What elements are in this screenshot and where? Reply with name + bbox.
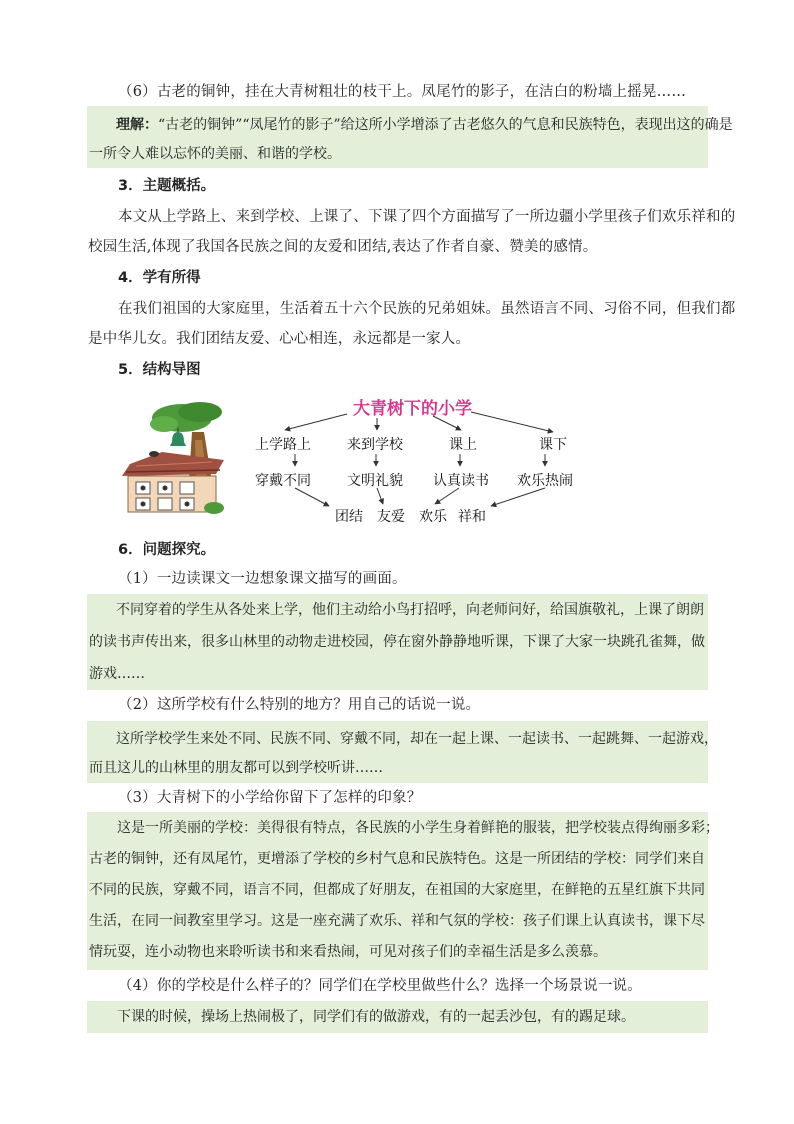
mind-map-title: 大青树下的小学: [353, 399, 472, 419]
section4-line1: 在我们祖国的大家庭里，生活着五十六个民族的兄弟姐妹。虽然语言不同、习俗不同，但我们都: [118, 301, 736, 317]
answer-3-line4: 生活，在同一间教室里学习。这是一座充满了欢乐、祥和气氛的学校：孩子们课上认真读书，课下尽: [89, 913, 705, 929]
branch-3: 课上: [449, 437, 477, 453]
question-2: （2）这所学校有什么特别的地方？用自己的话说一说。: [118, 697, 481, 713]
answer-2-line1: 这所学校学生来处不同、民族不同、穿戴不同，却在一起上课、一起读书、一起跳舞、一起游戏，: [116, 731, 718, 747]
answer-3-box: [87, 812, 719, 970]
answer-3-line2: 古老的铜钟，还有凤尾竹，更增添了学校的乡村气息和民族特色。这是一所团结的学校：同学们来自: [89, 851, 705, 867]
detail-3: 认真读书: [433, 473, 489, 489]
answer-2-line2: 而且这儿的山林里的朋友都可以到学校听讲……: [89, 760, 383, 776]
item6-answer-box: [87, 106, 733, 168]
structure-mind-map: [115, 392, 595, 532]
theme-3: 欢乐: [419, 509, 447, 525]
question-3: （3）大青树下的小学给你留下了怎样的印象？: [118, 790, 422, 806]
answer-4-line1: 下课的时候，操场上热闹极了，同学们有的做游戏，有的一起丢沙包，有的踢足球。: [89, 1009, 635, 1025]
detail-4: 欢乐热闹: [517, 473, 573, 489]
answer-1-box: [87, 594, 708, 690]
answer-3-line3: 不同的民族，穿戴不同，语言不同，但都成了好朋友，在祖国的大家庭里，在鲜艳的五星红旗下共同: [89, 882, 705, 898]
item6-answer-line1: [116, 115, 733, 135]
section5-heading: 5．结构导图: [118, 362, 201, 378]
answer-1-line2: 的读书声传出来，很多山林里的动物走进校园，停在窗外静静地听课，下课了大家一块跳孔雀舞，做: [89, 634, 705, 650]
detail-2: 文明礼貌: [347, 473, 403, 489]
answer-3-line1: 这是一所美丽的学校：美得很有特点，各民族的小学生身着鲜艳的服装，把学校装点得绚丽多彩；: [89, 820, 719, 836]
theme-1: 团结: [335, 509, 363, 525]
branch-4: 课下: [539, 437, 567, 453]
detail-1: 穿戴不同: [255, 473, 311, 489]
answer-4-box: [87, 1001, 708, 1033]
section6-heading: 6．问题探究。: [118, 542, 216, 558]
theme-4: 祥和: [458, 509, 486, 525]
answer-2-box: [87, 721, 718, 783]
section3-heading: 3．主题概括。: [118, 178, 216, 194]
question-1: （1）一边读课文一边想象课文描写的画面。: [118, 571, 407, 587]
item6-text: （6）古老的铜钟，挂在大青树粗壮的枝干上。凤尾竹的影子，在洁白的粉墙上摇晃……: [118, 84, 687, 100]
theme-2: 友爱: [377, 509, 405, 525]
branch-1: 上学路上: [255, 437, 311, 453]
question-4: （4）你的学校是什么样子的？同学们在学校里做些什么？选择一个场景说一说。: [118, 978, 642, 994]
answer-1-line1: 不同穿着的学生从各处来上学，他们主动给小鸟打招呼，向老师问好，给国旗敬礼，上课了朗朗: [116, 602, 704, 618]
item6-line1-text: “古老的铜钟”“凤尾竹的影子”给这所小学增添了古老悠久的气息和民族特色，表现出这的确是: [158, 117, 733, 133]
answer-1-line3: 游戏……: [89, 666, 145, 682]
understanding-label: 理解：: [116, 117, 158, 133]
section3-line1: 本文从上学路上、来到学校、上课了、下课了四个方面描写了一所边疆小学里孩子们欢乐祥和的: [118, 209, 736, 225]
branch-2: 来到学校: [347, 437, 403, 453]
section4-heading: 4．学有所得: [118, 270, 201, 286]
answer-3-line5: 情玩耍，连小动物也来聆听读书和来看热闹，可见对孩子们的幸福生活是多么羡慕。: [89, 944, 607, 960]
section3-line2: 校园生活,体现了我国各民族之间的友爱和团结,表达了作者自豪、赞美的感情。: [88, 239, 598, 255]
section4-line2: 是中华儿女。我们团结友爱、心心相连，永远都是一家人。: [88, 331, 471, 347]
item6-answer-line2: 一所令人难以忘怀的美丽、和谐的学校。: [89, 146, 341, 162]
